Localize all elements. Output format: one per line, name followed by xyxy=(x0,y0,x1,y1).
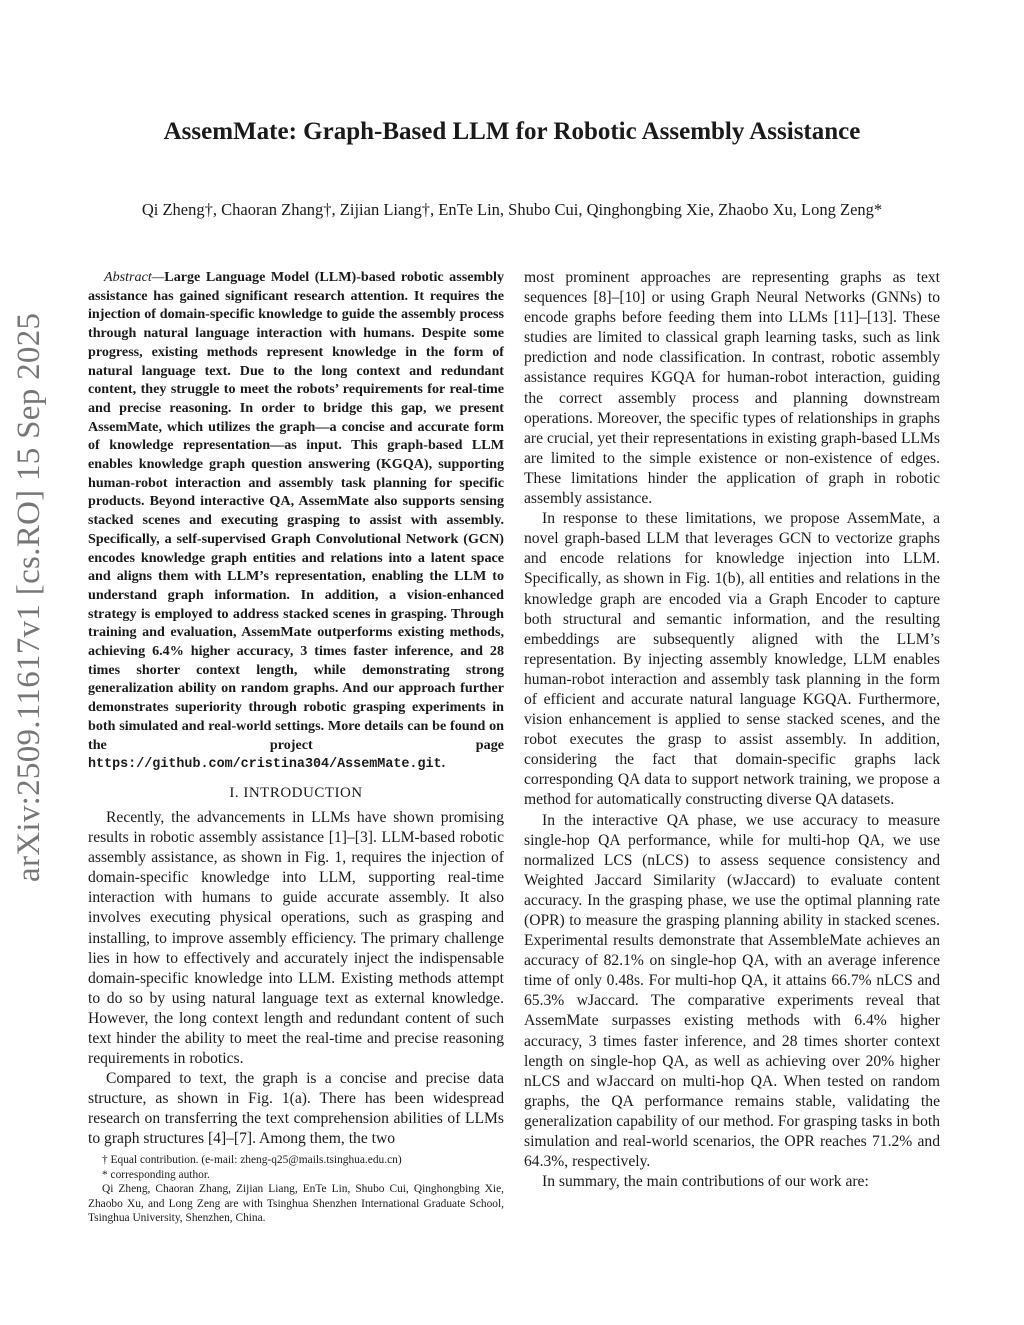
footnotes xyxy=(88,1153,504,1226)
right-paragraph-2: In response to these limitations, we propose AssemMate, a novel graph-based LLM that leverages GCN to vectorize graphs and encode relations for knowledge injection into LLM. Specifically, as shown in Fig. 1(b), all entities and relations in the knowledge graph are encoded via a Graph Encoder to capture both structural and semantic information, and the resulting embeddings are subsequently aligned with the LLM’s representation. By injecting assembly knowledge, LLM enables human-robot interaction and assembly task planning in the form of efficient and accurate natural language KGQA. Furthermore, vision enhancement is applied to sense stacked scenes, and the robot executes the grasp to assist assembly. In addition, considering the fact that domain-specific graphs lack corresponding QA data to support network training, we propose a method for automatically constructing diverse QA datasets. xyxy=(524,510,940,809)
right-column xyxy=(524,268,940,1192)
footnote-affiliation: Qi Zheng, Chaoran Zhang, Zijian Liang, EnTe Lin, Shubo Cui, Qinghongbing Xie, Zhaobo Xu, and Long Zeng are with Tsinghua Shenzhen International Graduate School, Tsinghua University, Shenzhen, China. xyxy=(88,1183,504,1224)
project-page-link[interactable]: https://github.com/cristina304/AssemMate.git xyxy=(88,757,442,773)
paper-title: AssemMate: Graph-Based LLM for Robotic Assembly Assistance xyxy=(163,118,861,145)
abstract-body: Large Language Model (LLM)-based robotic assembly assistance has gained significant research attention. It requires the injection of domain-specific knowledge to guide the assembly process through natural language interaction with humans. Despite some progress, existing methods represent knowledge in the form of natural language text. Due to the long context and redundant content, they struggle to meet the robots’ requirements for real-time and precise reasoning. In order to bridge this gap, we present AssemMate, which utilizes the graph—a concise and accurate form of knowledge representation—as input. This graph-based LLM enables knowledge graph question answering (KGQA), supporting human-robot interaction and assembly task planning for specific products. Beyond interactive QA, AssemMate also supports sensing stacked scenes and executing grasping to assist with assembly. Specifically, a self-supervised Graph Convolutional Network (GCN) encodes knowledge graph entities and relations into a latent space and aligns them with LLM’s representation, enabling the LLM to understand graph information. In addition, a vision-enhanced strategy is employed to address stacked scenes in grasping. Through training and evaluation, AssemMate outperforms existing methods, achieving 6.4% higher accuracy, 3 times faster inference, and 28 times shorter context length, while demonstrating strong generalization ability on random graphs. And our approach further demonstrates superiority through robotic grasping experiments in both simulated and real-world settings. More details can be found on the project page xyxy=(88,269,504,753)
intro-paragraph-1: Recently, the advancements in LLMs have shown promising results in robotic assembly assistance [1]–[3]. LLM-based robotic assembly assistance, as shown in Fig. 1, requires the injection of domain-specific knowledge into LLM, supporting real-time interaction with humans to guide accurate assembly. It also involves executing physical operations, such as grasping and installing, to improve assembly efficiency. The primary challenge lies in how to effectively and accurately inject the indispensable domain-specific knowledge into LLM. Existing methods attempt to do so by using natural language text as external knowledge. However, the long context length and redundant content of such text hinder the ability to meet the real-time and precise reasoning requirements in robotics. xyxy=(88,808,504,1068)
right-paragraph-4: In summary, the main contributions of our work are: xyxy=(542,1173,869,1191)
arxiv-sidebar-stamp: arXiv:2509.11617v1 [cs.RO] 15 Sep 2025 xyxy=(11,312,47,882)
right-paragraph-3: In the interactive QA phase, we use accuracy to measure single-hop QA performance, while for multi-hop QA, we use normalized LCS (nLCS) to assess sequence consistency and Weighted Jaccard Similarity (wJaccard) to evaluate content accuracy. In the grasping phase, we use the optimal planning rate (OPR) to measure the grasping planning ability in stacked scenes. Experimental results demonstrate that AssembleMate achieves an accuracy of 82.1% on single-hop QA, with an average inference time of only 0.48s. For multi-hop QA, it attains 66.7% nLCS and 65.3% wJaccard. The comparative experiments reveal that AssemMate surpasses existing methods with 6.4% higher accuracy, 3 times faster inference, and 28 times shorter context length on single-hop QA, as well as achieving over 20% higher nLCS and wJaccard on multi-hop QA. When tested on random graphs, the QA performance remains stable, validating the generalization capability of our method. For grasping tasks in both simulation and real-world scenarios, the OPR reaches 71.2% and 64.3%, respectively. xyxy=(524,811,940,1171)
intro-paragraph-2: Compared to text, the graph is a concise and precise data structure, as shown in Fig. 1(a). There has been widespread research on transferring the text comprehension abilities of LLMs to graph structures [4]–[7]. Among them, the two xyxy=(88,1070,504,1148)
abstract-lead: Abstract— xyxy=(104,269,165,285)
abstract xyxy=(88,268,504,775)
author-list: Qi Zheng†, Chaoran Zhang†, Zijian Liang†, EnTe Lin, Shubo Cui, Qinghongbing Xie, Zhaobo Xu, Long Zeng* xyxy=(141,200,883,219)
footnote-equal-contribution: † Equal contribution. (e-mail: zheng-q25@mails.tsinghua.edu.cn) xyxy=(102,1154,402,1166)
right-paragraph-1: most prominent approaches are representing graphs as text sequences [8]–[10] or using Graph Neural Networks (GNNs) to encode graphs before feeding them into LLMs [11]–[13]. These studies are limited to classical graph learning tasks, such as link prediction and node classification. In contrast, robotic assembly assistance requires KGQA for human-robot interaction, guiding the correct assembly process and planning downstream operations. Moreover, the specific types of relationships in graphs are crucial, yet their representations in existing graph-based LLMs are limited to the simple existence or non-existence of edges. These limitations hinder the application of graph in robotic assembly assistance. xyxy=(524,269,940,508)
abstract-end: . xyxy=(441,755,446,772)
footnote-corresponding-author: * corresponding author. xyxy=(102,1168,210,1181)
section-heading-introduction: I. INTRODUCTION xyxy=(229,784,363,801)
left-column xyxy=(88,268,504,1150)
